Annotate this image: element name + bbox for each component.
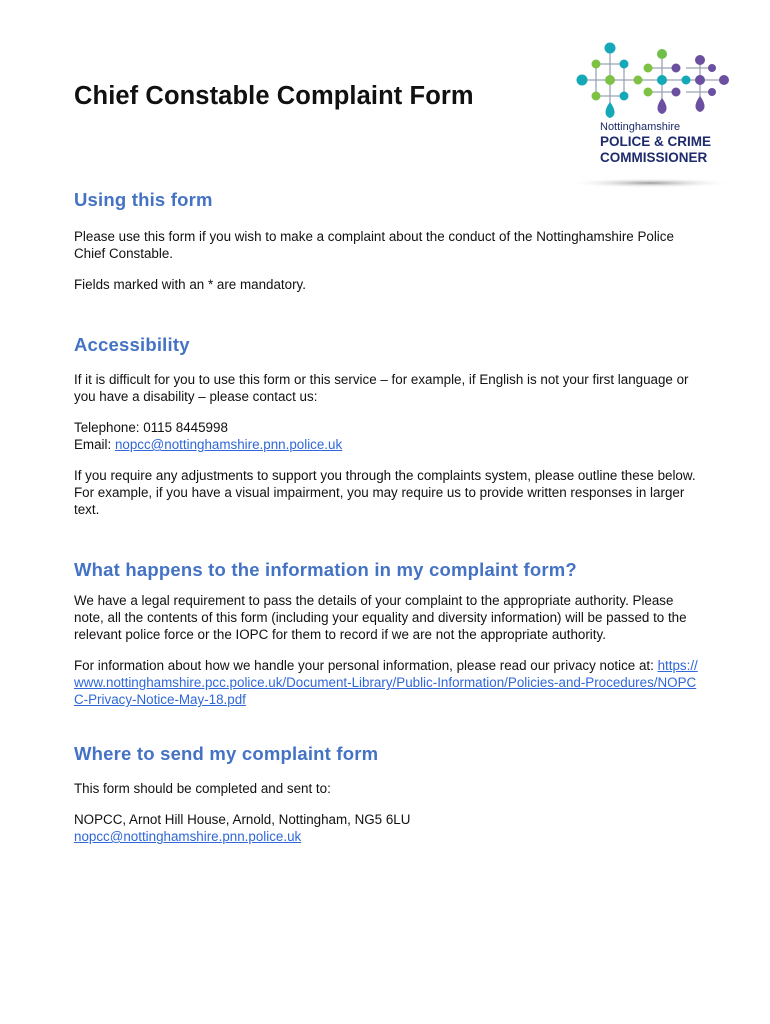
document-body xyxy=(74,188,704,845)
heading-information: What happens to the information in my complaint form? xyxy=(74,559,577,580)
accessibility-paragraph: If it is difficult for you to use this form or this service – for example, if English is not your first language or you have a disability – please contact us: xyxy=(74,372,689,404)
privacy-notice-link[interactable]: https://www.nottinghamshire.pcc.police.uk/Document-Library/Public-Information/Policies-and-Procedures/NOPCC-Privacy-Notice-May-18.pdf xyxy=(74,658,698,707)
telephone-number: 0115 8445998 xyxy=(143,420,228,435)
section-where-to-send xyxy=(74,742,704,845)
adjustments-paragraph: If you require any adjustments to support you through the complaints system, please outline these below. For example, if you have a visual impairment, you may require us to provide written responses in larger text. xyxy=(74,468,696,517)
using-paragraph: Please use this form if you wish to make a complaint about the conduct of the Nottinghamshire Police Chief Constable. xyxy=(74,229,674,261)
heading-using-this-form: Using this form xyxy=(74,189,213,210)
mandatory-note: Fields marked with an * are mandatory. xyxy=(74,277,306,292)
nottinghamshire-pcc-logo xyxy=(562,38,742,196)
privacy-text: For information about how we handle your personal information, please read our privacy notice at: xyxy=(74,658,658,673)
privacy-paragraph xyxy=(74,657,704,708)
send-paragraph: This form should be completed and sent to: xyxy=(74,781,331,796)
telephone-label: Telephone: xyxy=(74,420,144,435)
heading-where-to-send: Where to send my complaint form xyxy=(74,743,379,764)
logo-text-line2: COMMISSIONER xyxy=(600,150,708,165)
logo-text-line1: POLICE & CRIME xyxy=(600,134,712,149)
logo-text-small: Nottinghamshire xyxy=(600,121,681,133)
legal-requirement-paragraph: We have a legal requirement to pass the details of your complaint to the appropriate authority. Please note, all the contents of this form (including your equality and diversity information) will be passed to the relevant police force or the IOPC for them to record if we are not the appropriate authority. xyxy=(74,593,687,642)
address-block xyxy=(74,811,704,845)
section-accessibility xyxy=(74,333,704,518)
accessibility-email-link[interactable]: nopcc@nottinghamshire.pnn.police.uk xyxy=(114,437,343,452)
postal-address: NOPCC, Arnot Hill House, Arnold, Nottingham, NG5 6LU xyxy=(74,812,411,827)
email-label: Email: xyxy=(74,437,115,452)
section-information xyxy=(74,558,704,708)
contact-block xyxy=(74,419,704,453)
send-email-link[interactable]: nopcc@nottinghamshire.pnn.police.uk xyxy=(74,829,302,844)
heading-accessibility: Accessibility xyxy=(74,334,190,355)
page-title: Chief Constable Complaint Form xyxy=(74,82,474,110)
section-using-this-form xyxy=(74,188,704,293)
